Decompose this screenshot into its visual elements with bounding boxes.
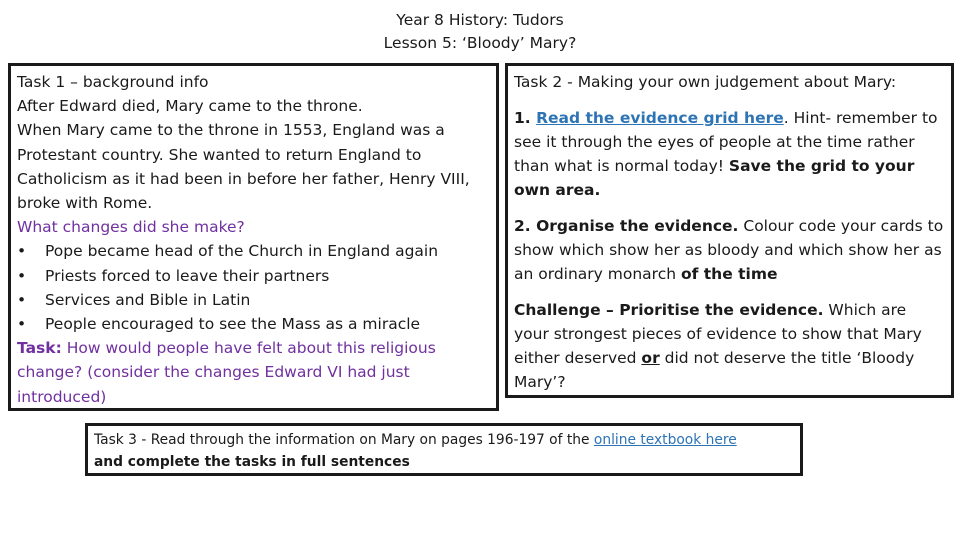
challenge-text-2: did not deserve the title ‘Bloody Mary’? (514, 349, 915, 391)
task-2-heading: Task 2 - Making your own judgement about Mary: (514, 73, 897, 91)
task-3-box (85, 423, 803, 476)
task-2-box (505, 63, 954, 398)
changes-list (17, 239, 490, 336)
step-1-number: 1. (514, 109, 537, 127)
task-1-task (17, 336, 490, 409)
task-1-heading: Task 1 – background info (17, 73, 209, 91)
step-2-heading: 2. Organise the evidence. (514, 217, 739, 235)
task-2-step-1 (514, 106, 945, 202)
challenge-text-1: Which are your strongest pieces of evidence to show that Mary either deserved (514, 301, 922, 367)
task-1-box (8, 63, 499, 411)
task-1-line-2: When Mary came to the throne in 1553, England was a Protestant country. She wanted to return England to Catholicism as it had been in before her father, Henry VIII, broke with Rome. (17, 121, 470, 213)
list-item: • Services and Bible in Latin (17, 288, 490, 312)
list-item: • Pope became head of the Church in England again (17, 239, 490, 263)
task-text: How would people have felt about this religious change? (consider the changes Edward VI had just introduced) (17, 339, 436, 406)
page-title (0, 9, 960, 55)
title-line-2: Lesson 5: ‘Bloody’ Mary? (383, 34, 577, 52)
task-3-text: Task 3 - Read through the information on Mary on pages 196-197 of the (94, 432, 594, 448)
task-1-line-1: After Edward died, Mary came to the throne. (17, 97, 363, 116)
task-3-line-1 (94, 429, 794, 451)
challenge-heading: Challenge – Prioritise the evidence. (514, 301, 824, 319)
step-1-save-text: Save the grid to your own area. (514, 157, 915, 199)
list-item: • Priests forced to leave their partners (17, 264, 490, 288)
online-textbook-link[interactable]: online textbook here (593, 432, 737, 448)
title-line-1: Year 8 History: Tudors (396, 11, 564, 29)
task-2-step-2 (514, 214, 945, 286)
task-label: Task: (17, 339, 62, 358)
challenge-or: or (641, 349, 660, 367)
list-item: • People encouraged to see the Mass as a miracle (17, 312, 490, 336)
evidence-grid-link[interactable]: Read the evidence grid here (536, 109, 784, 127)
task-1-question: What changes did she make? (17, 218, 245, 237)
task-3-line-2: and complete the tasks in full sentences (94, 454, 410, 470)
step-2-end: of the time (680, 265, 778, 283)
task-2-challenge (514, 298, 945, 394)
step-1-text: . Hint- remember to see it through the eyes of people at the time rather than what is normal today! (514, 109, 938, 175)
step-2-text: Colour code your cards to show which show her as bloody and which show her as an ordinary monarch (514, 217, 944, 283)
